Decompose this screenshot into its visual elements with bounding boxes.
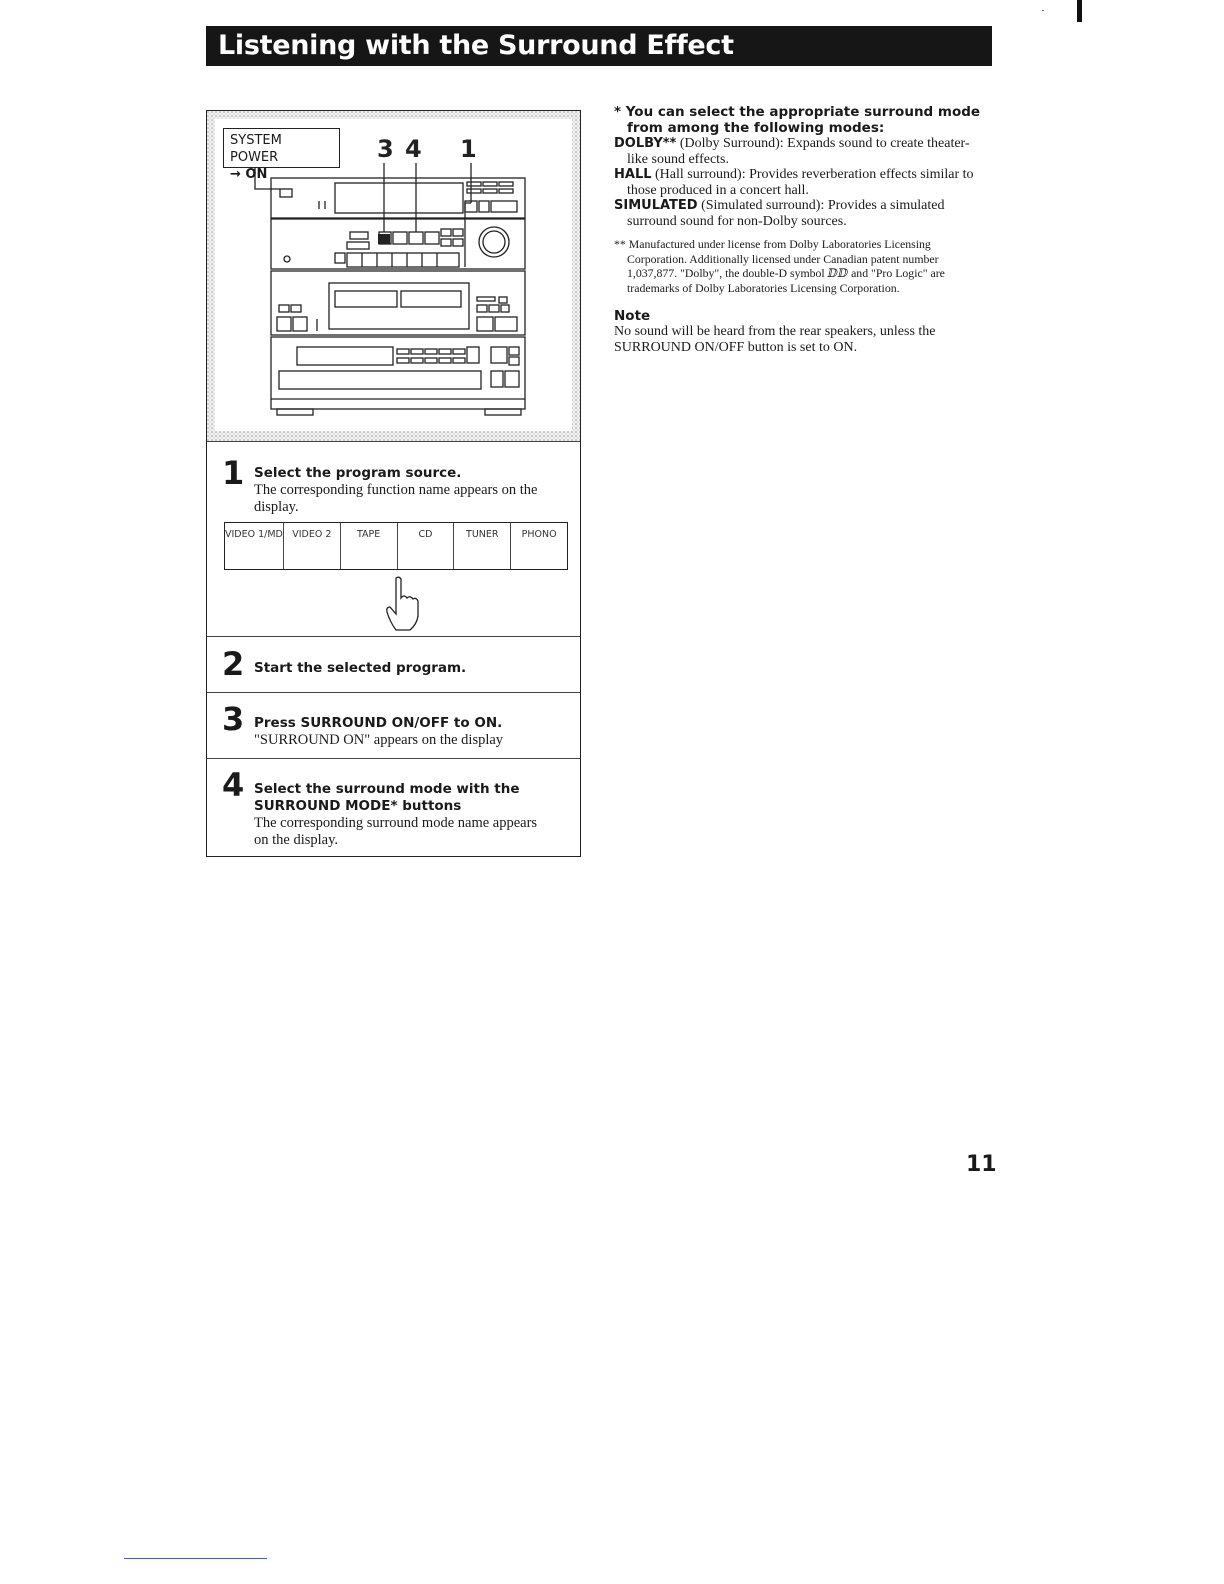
callout-1: 1 (460, 135, 477, 163)
step-2 (207, 636, 580, 692)
page-edge-tab (1077, 0, 1082, 22)
bottom-rule (124, 1558, 267, 1559)
note-body: No sound will be heard from the rear speakers, unless the SURROUND ON/OFF button is set to ON. (614, 324, 936, 356)
surround-modes-section (614, 104, 984, 356)
function-button: TAPE (341, 523, 398, 569)
mode-description: (Hall surround): Provides reverberation effects similar to those produced in a concert hall. (627, 167, 974, 198)
function-button: TUNER (454, 523, 511, 569)
step-heading: Press SURROUND ON/OFF to ON. (254, 715, 503, 731)
mode-name: HALL (614, 167, 652, 182)
function-button: VIDEO 2 (284, 523, 341, 569)
step-heading: Start the selected program. (254, 660, 467, 676)
function-button: VIDEO 1/MD (225, 523, 284, 569)
pointing-hand-icon (382, 576, 428, 632)
dolby-footnote: ** Manufactured under license from Dolby Laboratories Licensing Corporation. Additionally licensed under Canadian patent number 1,037,877. "Dolby", the double-D symbol ⅅⅅ and "Pro Logic" are trademarks of Dolby Laboratories Licensing Corporation. (614, 237, 945, 295)
callout-4: 4 (405, 135, 422, 163)
step-3 (207, 692, 580, 758)
system-power-line2: → ON (230, 167, 268, 182)
function-button-bar (224, 522, 568, 570)
function-button: CD (398, 523, 455, 569)
mode-item-hall (614, 167, 984, 198)
mode-item-simulated (614, 198, 984, 229)
scan-speck (1042, 10, 1044, 11)
function-button: PHONO (521, 529, 557, 540)
step-body: The corresponding function name appears on the display. (254, 482, 538, 515)
step-body: "SURROUND ON" appears on the display (254, 732, 504, 748)
mode-description: (Dolby Surround): Expands sound to create theater-like sound effects. (627, 136, 970, 167)
mode-name: SIMULATED (614, 198, 698, 213)
page-title: Listening with the Surround Effect (206, 26, 992, 66)
mode-description: (Simulated surround): Provides a simulated surround sound for non-Dolby sources. (627, 198, 945, 229)
note-heading: Note (614, 308, 651, 325)
callout-3: 3 (377, 135, 394, 163)
modes-intro: * You can select the appropriate surround mode from among the following modes: (614, 104, 981, 136)
step-heading: Select the surround mode with the SURROUND MODE* buttons (254, 781, 520, 814)
system-power-line1: SYSTEM POWER (230, 133, 282, 165)
step-number: 3 (222, 700, 245, 738)
step-body: The corresponding surround mode name appears on the display. (254, 815, 538, 848)
instruction-panel (206, 110, 581, 857)
step-4 (207, 758, 580, 856)
step-heading: Select the program source. (254, 465, 462, 481)
page-number: 11 (966, 1152, 997, 1177)
step-number: 2 (222, 645, 245, 683)
mode-item-dolby (614, 136, 984, 167)
stereo-illustration (207, 111, 580, 441)
step-number: 1 (222, 454, 245, 492)
system-power-label (223, 128, 340, 182)
step-number: 4 (222, 766, 245, 804)
step-1 (207, 441, 580, 636)
mode-name: DOLBY** (614, 136, 677, 151)
